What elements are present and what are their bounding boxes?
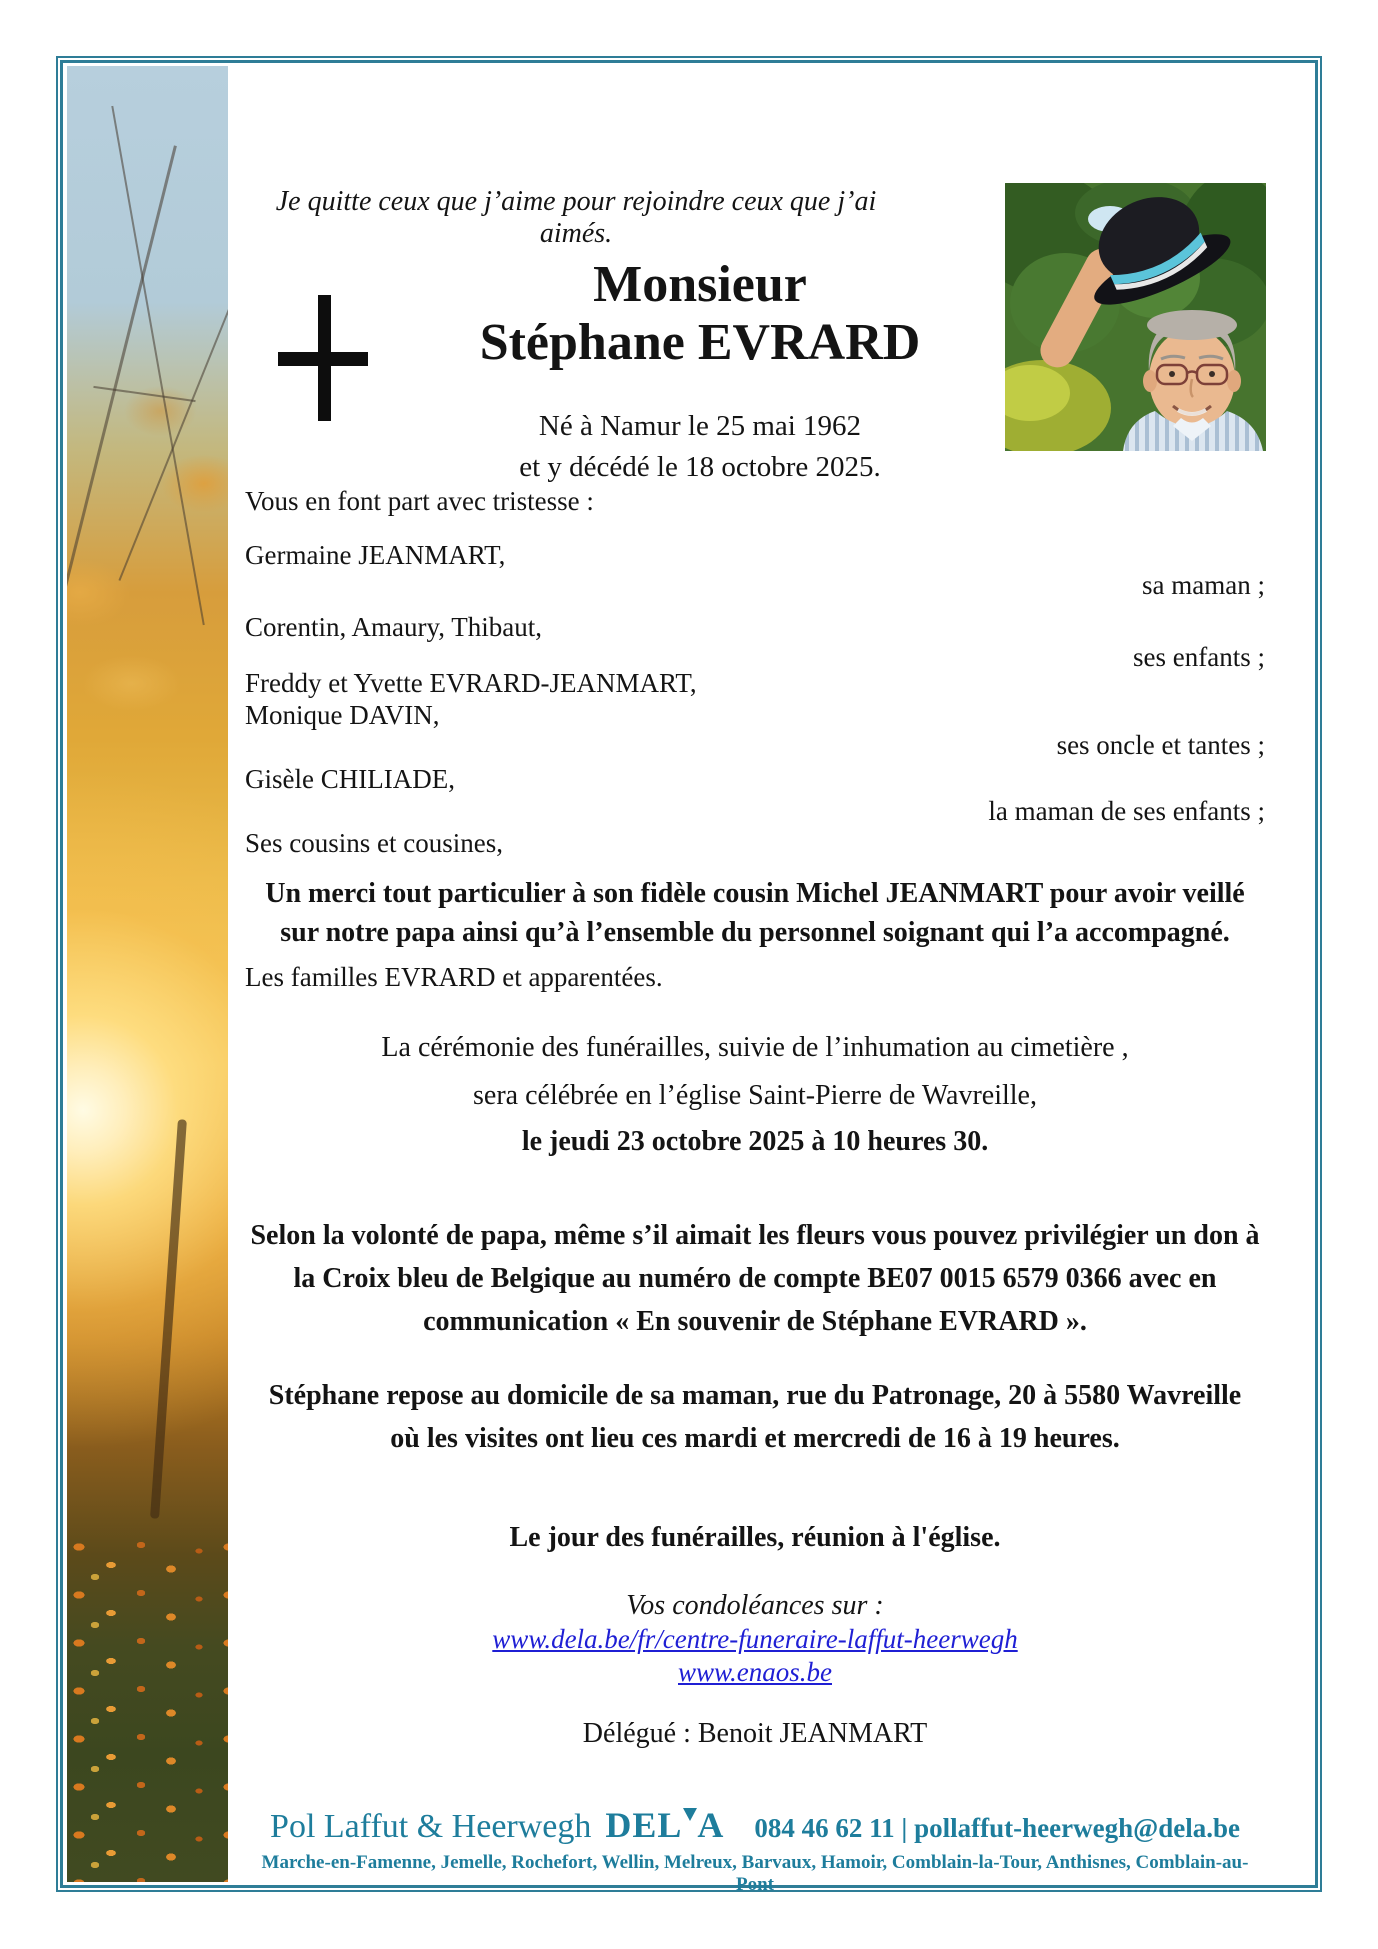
thanks-paragraph: [245, 874, 1265, 952]
ceremony-line1: La cérémonie des funérailles, suivie de l’inhumation au cimetière ,: [381, 1032, 1129, 1063]
deceased-title: [420, 256, 980, 372]
gathering-line: Le jour des funérailles, réunion à l'église.: [509, 1522, 1001, 1553]
mourner-relation: la maman de ses enfants ;: [988, 796, 1265, 826]
announcement-intro: Vous en font part avec tristesse :: [245, 486, 594, 516]
mourner-name: Germaine JEANMART,: [245, 540, 506, 570]
condolences-link-dela[interactable]: www.dela.be/fr/centre-funeraire-laffut-heerwegh: [492, 1624, 1018, 1654]
sidebar-fallen-leaves: [67, 1537, 228, 1882]
dela-logo: [605, 1805, 724, 1845]
delegate-line: Délégué : Benoit JEANMART: [582, 1718, 928, 1749]
funeral-home-locations: Marche-en-Famenne, Jemelle, Rochefort, Wellin, Melreux, Barvaux, Hamoir, Comblain-la-Tour, Anthisnes, Comblain-au-Pont: [261, 1852, 1249, 1895]
mourner-relation: ses oncle et tantes ;: [1056, 730, 1265, 760]
mourner-name: Gisèle CHILIADE,: [245, 764, 455, 794]
condolences-label: Vos condoléances sur :: [626, 1590, 884, 1621]
condolences-link-enaos[interactable]: www.enaos.be: [678, 1657, 832, 1687]
mourner-name: Freddy et Yvette EVRARD-JEANMART,: [245, 668, 697, 698]
mourner-relation: sa maman ;: [1142, 570, 1265, 600]
dela-logo-prefix: DEL: [605, 1805, 683, 1845]
funeral-home-contact: 084 46 62 11 | pollaffut-heerwegh@dela.be: [754, 1813, 1240, 1843]
deceased-title-line1: Monsieur: [593, 256, 807, 313]
cross-horizontal-bar: [278, 352, 368, 366]
deceased-name: Stéphane EVRARD: [479, 314, 921, 371]
portrait-photo-image: [1005, 183, 1266, 451]
families-line: Les familles EVRARD et apparentées.: [245, 962, 663, 992]
donation-line1: Selon la volonté de papa, même s’il aimait les fleurs vous pouvez privilégier un don à: [250, 1220, 1260, 1251]
ceremony-date: le jeudi 23 octobre 2025 à 10 heures 30.: [521, 1126, 989, 1157]
dela-logo-suffix: A: [697, 1805, 725, 1845]
thanks-line2: sur notre papa ainsi qu’à l’ensemble du personnel soignant qui l’a accompagné.: [280, 917, 1230, 948]
donation-communication: communication « En souvenir de Stéphane EVRARD ».: [423, 1306, 1087, 1337]
cross-icon: [278, 295, 368, 421]
ceremony-line2: sera célébrée en l’église Saint-Pierre de Wavreille,: [473, 1080, 1037, 1111]
mourner-name: Ses cousins et cousines,: [245, 828, 503, 858]
death-line: et y décédé le 18 octobre 2025.: [519, 451, 881, 483]
autumn-trees-photo: [67, 66, 228, 1882]
epitaph-quote: Je quitte ceux que j’aime pour rejoindre ceux que j’ai aimés.: [275, 186, 877, 249]
mourner-relation: ses enfants ;: [1133, 642, 1265, 672]
thanks-line1: Un merci tout particulier à son fidèle cousin Michel JEANMART pour avoir veillé: [265, 878, 1245, 909]
funeral-home-banner: [245, 1804, 1265, 1846]
mourner-name: Monique DAVIN,: [245, 700, 440, 730]
mourner-name: Corentin, Amaury, Thibaut,: [245, 612, 542, 642]
life-dates: [420, 406, 980, 488]
portrait-photo: [1005, 183, 1266, 451]
visit-hours: où les visites ont lieu ces mardi et mercredi de 16 à 19 heures.: [390, 1423, 1120, 1454]
dela-triangle-icon: [683, 1808, 697, 1821]
funeral-home-name: Pol Laffut & Heerwegh: [270, 1808, 592, 1845]
repose-address: Stéphane repose au domicile de sa maman, rue du Patronage, 20 à 5580 Wavreille: [268, 1380, 1242, 1411]
donation-account: la Croix bleu de Belgique au numéro de compte BE07 0015 6579 0366 avec en: [293, 1263, 1217, 1294]
birth-line: Né à Namur le 25 mai 1962: [538, 410, 862, 442]
